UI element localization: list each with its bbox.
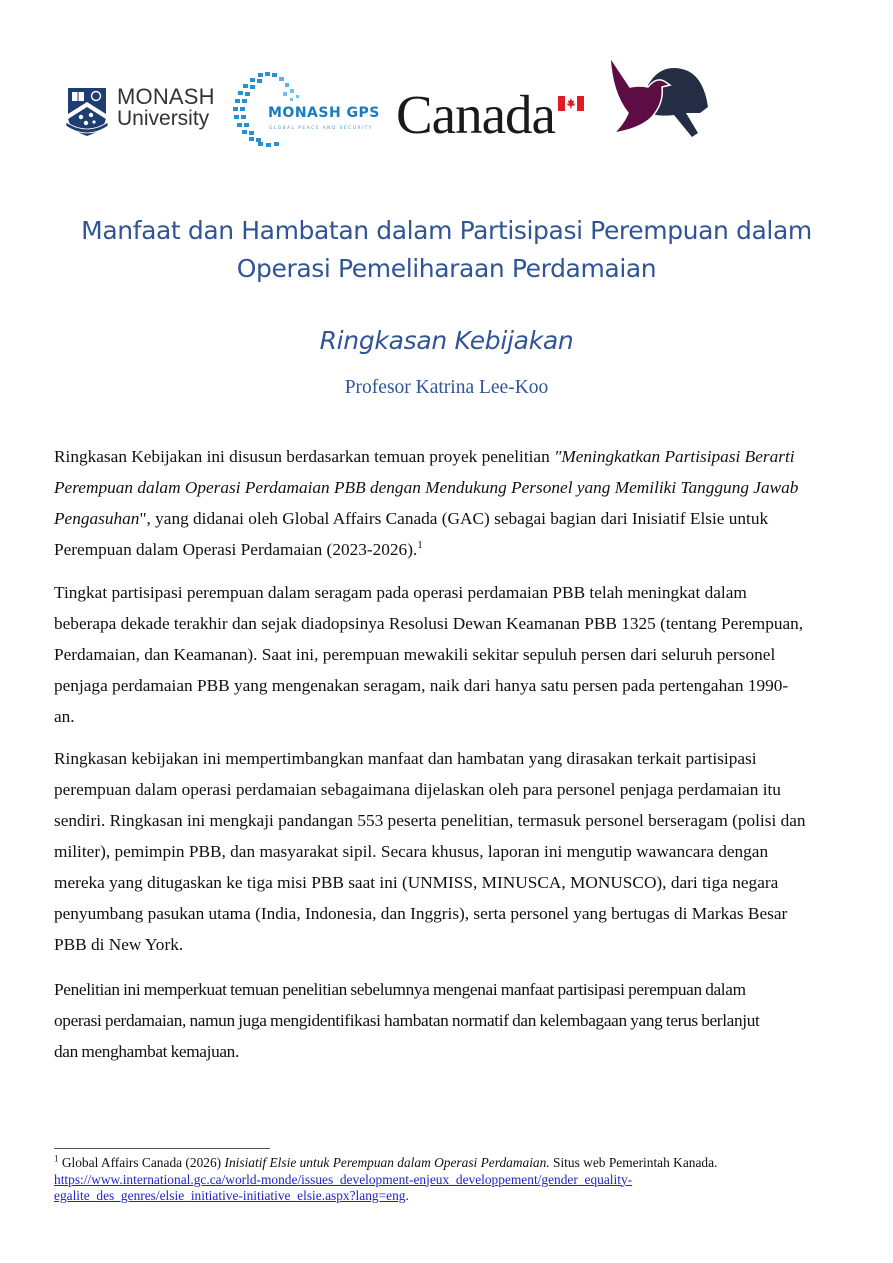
government-of-canada-logo [396,84,596,147]
footnote-number: 1 [54,1153,59,1164]
paragraph-line: penyumbang pasukan utama (India, Indonesia, dan Inggris), serta personel yang bertugas di Markas Besar [54,904,788,923]
paragraph-line: Tingkat partisipasi perempuan dalam seragam pada operasi perdamaian PBB telah meningkat dalam [54,583,747,602]
project-title-italic: Perempuan dalam Operasi Perdamaian PBB dengan Mendukung Personel yang Memiliki Tanggung Jawab [54,478,799,497]
paragraph-line: penjaga perdamaian PBB yang mengenakan seragam, naik dari hanya satu persen pada pertengahan 1990- [54,676,789,695]
dove-helmet-icon [600,55,720,150]
monash-gps-logo [228,70,388,150]
dove-helmet-logo [600,55,720,150]
document-subtitle: Ringkasan Kebijakan [319,326,574,355]
footnote-line: egalite_des_genres/elsie_initiative-initiative_elsie.aspx?lang=eng. [54,1188,409,1203]
footnote-link[interactable]: https://www.international.gc.ca/world-monde/issues_development-enjeux_developpement/gender_equality- [54,1171,633,1187]
paragraph-line: Ringkasan kebijakan ini mempertimbangkan manfaat dan hambatan yang dirasakan terkait partisipasi [54,749,757,768]
paragraph-line: Perdamaian, dan Keamanan). Saat ini, perempuan mewakili sekitar sepuluh persen dari seluruh personel [54,645,776,664]
paragraph-intro [54,441,844,565]
gps-tagline: GLOBAL PEACE AND SECURITY [269,126,373,131]
paragraph-line [54,472,844,503]
paragraph-line: operasi perdamaian, namun juga mengidentifikasi hambatan normatif dan kelembagaan yang terus berlanjut [54,1011,760,1030]
project-title-italic: Pengasuhan [54,509,140,528]
footnote-link-continued[interactable]: egalite_des_genres/elsie_initiative-initiative_elsie.aspx?lang=eng [54,1188,406,1203]
paragraph-line: dan menghambat kemajuan. [54,1042,239,1061]
partner-logos [60,55,720,155]
paragraph-line: PBB di New York. [54,935,184,954]
project-title-italic: "Meningkatkan Partisipasi Berarti [554,447,795,466]
paragraph-line: sendiri. Ringkasan ini mengkaji pandangan 553 peserta penelitian, termasuk personel berseragam (polisi dan [54,811,806,830]
monash-wordmark-line2: University [117,107,210,130]
paragraph-line: mereka yang ditugaskan ke tiga misi PBB saat ini (UNMISS, MINUSCA, MONUSCO), dari tiga negara [54,873,779,892]
paragraph-methodology [54,743,844,960]
paragraph-line: Pengasuhan", yang didanai oleh Global Affairs Canada (GAC) sebagai bagian dari Inisiatif Elsie untuk [54,509,769,528]
footnote-line: $^1$ Global Affairs Canada (2026) Inisiatif Elsie untuk Perempuan dalam Operasi Perdamaian. Situs web Pemerintah Kanada. [54,1153,718,1170]
document-author: Profesor Katrina Lee-Koo [344,377,549,398]
paragraph-line: Penelitian ini memperkuat temuan penelitian sebelumnya mengenai manfaat partisipasi perempuan dalam [54,980,746,999]
monash-shield-icon [64,86,110,138]
footnote-separator [54,1148,270,1149]
paragraph-line: beberapa dekade terakhir dan sejak diadopsinya Resolusi Dewan Keamanan PBB 1325 (tentang Perempuan, [54,614,804,633]
footnote-reference[interactable]: 1 [417,539,423,552]
paragraph-findings [54,974,844,1067]
paragraph-line: perempuan dalam operasi perdamaian sebagaimana dijelaskan oleh para personel penjaga perdamaian itu [54,780,781,799]
document-title-line1: Manfaat dan Hambatan dalam Partisipasi Perempuan dalam [81,216,812,245]
footnote-source-title: Inisiatif Elsie untuk Perempuan dalam Operasi Perdamaian. [224,1155,550,1170]
paragraph-line: an. [54,707,75,726]
paragraph-line: Perempuan dalam Operasi Perdamaian (2023-2026).$^1$ [54,539,423,559]
monash-wordmark-line1: MONASH [117,84,215,109]
canada-wordmark: Canada [396,84,555,145]
paragraph-line: Ringkasan Kebijakan ini disusun berdasarkan temuan proyek penelitian "Meningkatkan Partisipasi Berarti [54,447,795,466]
footnote [54,1155,854,1205]
paragraph-line: militer), pemimpin PBB, dan masyarakat sipil. Secara khusus, laporan ini mengutip wawancara dengan [54,842,769,861]
gps-wordmark: MONASH GPS [268,105,380,121]
canada-flag-icon [558,96,584,111]
monash-university-logo [60,83,215,139]
document-title-line2: Operasi Pemeliharaan Perdamaian [236,254,657,283]
paragraph-participation-rates [54,577,844,732]
